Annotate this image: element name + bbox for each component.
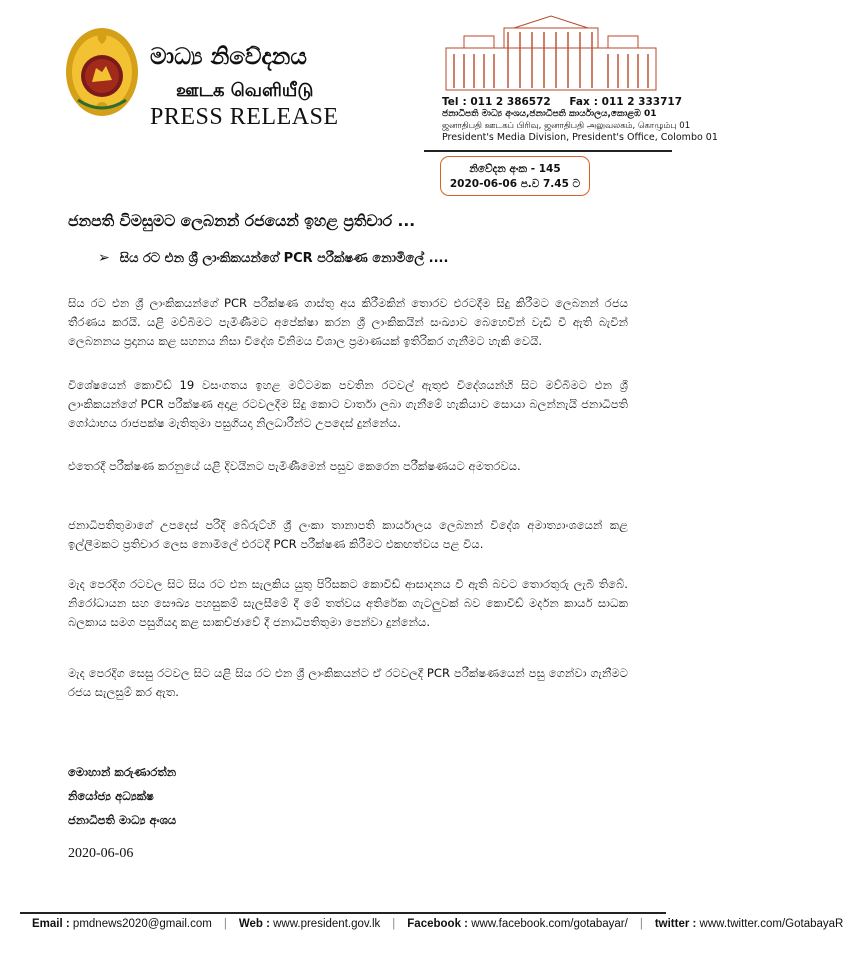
twitter-link[interactable]: www.twitter.com/GotabayaR [699, 918, 843, 930]
signatory-department: ජනාධිපති මාධ්‍ය අංශය [68, 813, 177, 827]
web-label: Web : [238, 918, 270, 930]
signature-block [68, 760, 176, 832]
footer-twitter [655, 918, 843, 930]
title-tamil: ஊடக வெளியீடு [176, 80, 314, 101]
address-english: President's Media Division, President's Office, Colombo 01 [442, 132, 718, 143]
footer-facebook [407, 918, 628, 930]
presidential-secretariat-building-icon [444, 14, 658, 92]
facebook-label: Facebook : [407, 918, 468, 930]
address-sinhala: ජනාධිපති මාධ්‍ය අංශය,ජනාධිපති කාර්යාලය,කොළඹ 01 [442, 109, 657, 119]
sri-lanka-emblem-icon [62, 20, 142, 120]
release-date: 2020-06-06 [68, 846, 134, 861]
fax-value: : 011 2 333717 [593, 96, 683, 108]
arrow-bullet-icon: ➢ [98, 250, 110, 266]
fax-label: Fax [569, 96, 590, 108]
body-paragraph: සිය රට එන ශ්‍රී ලාංකිකයන්ගේ PCR පරීක්ෂණ ගාස්තු අය කිරීමකින් තොරව එරටදීම සිදු කිරීමට ලෙබනන් රජය තීරණය කරයි. යළි මව්බිමට පැමිණීමට අපේක්ෂා කරන ශ්‍රී ලාංකිකයින් සංඛ්‍යාව බෙහෙවින් වැඩි වී ඇති බැවින් ලෙබනනය ප්‍රදානය කළ සහනය නිසා විදේශ විනිමය විශාල ප්‍රමාණයක් ඉතිරිකර ගැනීමට හැකි වෙයි. [68, 296, 628, 348]
signatory-title: නියෝජ්‍ය අධ්‍යක්ෂ [68, 789, 154, 803]
subheadline-text: සිය රට එන ශ්‍රී ලාංකිකයන්ගේ PCR පරීක්ෂණ නොමිලේ .... [119, 251, 449, 266]
title-sinhala: මාධ්‍ය නිවේදනය [150, 44, 307, 70]
subheadline [98, 250, 448, 266]
body-paragraph: මැද පෙරදිග සෙසු රටවල සිට යළි සිය රට එන ශ්‍රී ලාංකිකයන්ට ඒ රටවලදී PCR පරීක්ෂණයෙන් පසු ගෙන්වා ගැනීමට රජය සැලසුම් කර ඇත. [68, 666, 628, 699]
reference-datetime: 2020-06-06 ප.ව 7.45 ට [449, 178, 581, 190]
reference-box [440, 156, 590, 196]
email-label: Email : [32, 918, 70, 930]
footer-divider [20, 912, 666, 914]
body-paragraph: මැද පෙරදිග රටවල සිට සිය රට එන සැලකිය යුතු පිරිසකට කොවිඩ් ආසාදනය වී ඇති බවට තොරතුරු ලැබී තිබේ. නිරෝධායන සහ සෞඛ්‍ය පහසුකම් සැලසීමේ දී මේ තත්වය අතිරේක ගැටලුවක් බව කොවිඩ් මර්දන කාර්ය සාධක බලකාය සමග පසුගියදා කළ සාකච්ඡාවේ දී ජනාධිපතිතුමා පෙන්වා දුන්නේය. [68, 577, 628, 629]
signatory-name: මොහාන් කරුණාරත්න [68, 765, 177, 779]
footer: Email : pmdnews2020@gmail.com | Web : www.president.gov.lk | Facebook : www.facebook.com/gotabayar/ | twitter : www.twitter.com/GotabayaR [32, 918, 843, 930]
tel-label: Tel [442, 96, 459, 108]
body-paragraph: ජනාධිපතිතුමාගේ උපදෙස් පරිදි බේරුට්හි ශ්‍රී ලංකා තානාපති කාර්යාලය ලෙබනන් විදේශ අමාත්‍යාංශයෙන් කළ ඉල්ලීමකට ප්‍රතිචාර ලෙස නොමිලේ එරටදී PCR පරීක්ෂණ කිරීමට එකඟත්වය පළ විය. [68, 518, 628, 551]
title-english: PRESS RELEASE [150, 104, 339, 130]
facebook-link[interactable]: www.facebook.com/gotabayar/ [471, 918, 628, 930]
phone-fax-line [442, 96, 683, 108]
email-link[interactable]: pmdnews2020@gmail.com [72, 918, 212, 930]
contact-block [442, 96, 718, 144]
web-link[interactable]: www.president.gov.lk [273, 918, 381, 930]
address-tamil: ஜனாதிபதி ஊடகப் பிரிவு, ஜனாதிபதி அலுவலகம், கொழும்பு 01 [442, 121, 691, 131]
headline: ජනපති විමසුමට ලෙබනන් රජයෙන් ඉහළ ප්‍රතිචාර ... [68, 212, 416, 230]
body-paragraph: විශේෂයෙන් කොවිඩ් 19 වසංගතය ඉහළ මට්ටමක පවතින රටවල් ඇතුළු විදේශයන්හි සිට මව්බිමට එන ශ්‍රී ලාංකිකයන්ගේ PCR පරීක්ෂණ අදාළ රටවලදීම සිදු කොට වාර්තා ලබා ගැනීමේ හැකියාව සොයා බලන්නැයි ජනාධිපති ගෝඨාභය රාජපක්ෂ මැතිතුමා පසුගියදා නිලධාරීන්ට උපදෙස් දුන්නේය. [68, 378, 628, 430]
header-divider [424, 150, 672, 152]
body-paragraph: එතෙරදී පරීක්ෂණ කරනුයේ යළි දිවයිනට පැමිණීමෙන් පසුව කෙරෙන පරීක්ෂණයට අමතරවය. [68, 459, 521, 473]
footer-web [239, 918, 380, 930]
footer-email [32, 918, 212, 930]
tel-value: : 011 2 386572 [462, 96, 551, 108]
reference-number: නිවේදන අංක - 145 [469, 163, 561, 175]
twitter-label: twitter : [654, 918, 697, 930]
